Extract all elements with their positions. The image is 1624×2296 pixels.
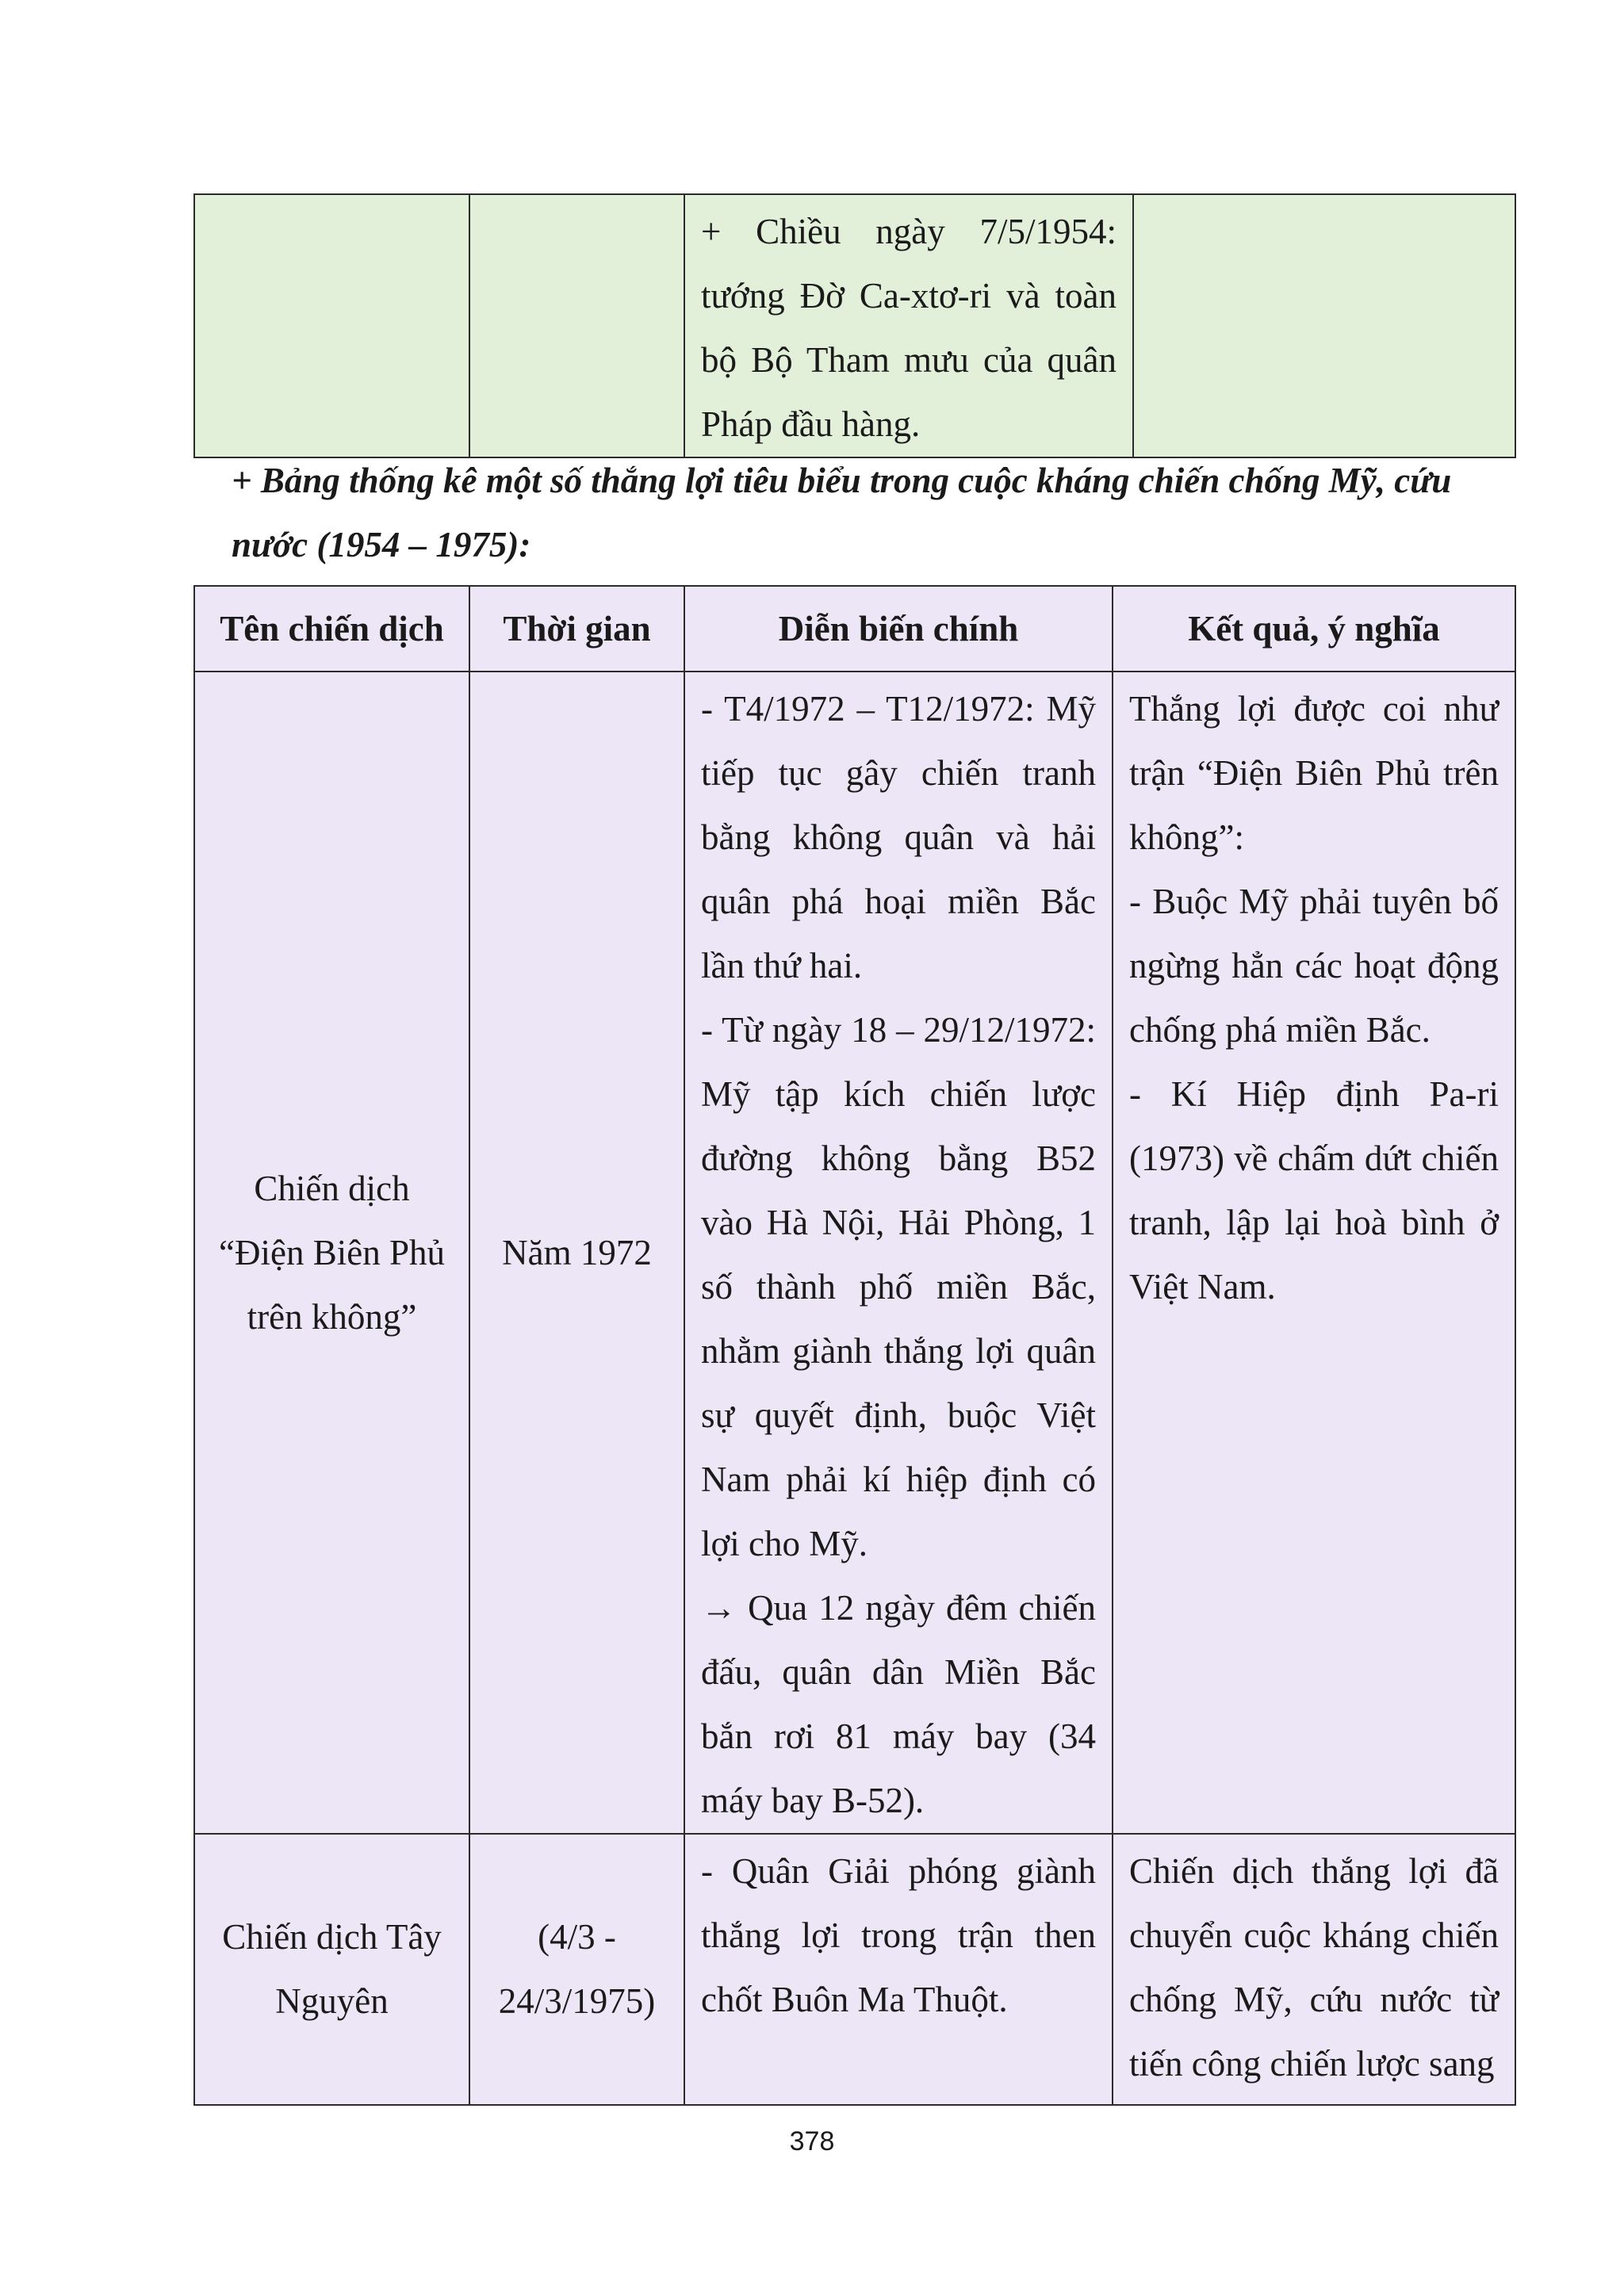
- campaign-name-cell: [194, 672, 469, 1834]
- header-cell: Tên chiến dịch: [194, 586, 469, 672]
- result-item: Thắng lợi được coi như trận “Điện Biên Phủ trên không”:: [1129, 689, 1499, 857]
- header-cell: Thời gian: [469, 586, 684, 672]
- result-item: Chiến dịch thắng lợi đã chuyển cuộc kháng chiến chống Mỹ, cứu nước từ tiến công chiến lược sang: [1129, 1851, 1499, 2084]
- empty-cell: [469, 194, 684, 457]
- table-row: [194, 1834, 1515, 2105]
- event-item: - T4/1972 – T12/1972: Mỹ tiếp tục gây chiến tranh bằng không quân và hải quân phá hoại miền Bắc lần thứ hai.: [701, 689, 1096, 985]
- event-item: - Từ ngày 18 – 29/12/1972: Mỹ tập kích chiến lược đường không bằng B52 vào Hà Nội, Hải Phòng, 1 số thành phố miền Bắc, nhằm giành thắng lợi quân sự quyết định, buộc Việt Nam phải kí hiệp định có lợi cho Mỹ.: [701, 1010, 1096, 1563]
- section-heading: + Bảng thống kê một số thắng lợi tiêu biểu trong cuộc kháng chiến chống Mỹ, cứu nước (1954 – 1975):: [232, 461, 1452, 564]
- event-item: - Quân Giải phóng giành thắng lợi trong trận then chốt Buôn Ma Thuột.: [701, 1851, 1096, 2019]
- empty-cell: [194, 194, 469, 457]
- result-item: - Kí Hiệp định Pa-ri (1973) về chấm dứt chiến tranh, lập lại hoà bình ở Việt Nam.: [1129, 1074, 1499, 1307]
- header-row: [194, 586, 1515, 672]
- continued-table: [193, 193, 1516, 458]
- header-cell: Diễn biến chính: [684, 586, 1113, 672]
- results-cell: [1113, 672, 1515, 1834]
- empty-cell: [1133, 194, 1515, 457]
- time-cell: [469, 1834, 684, 2105]
- result-item: - Buộc Mỹ phải tuyên bố ngừng hẳn các hoạt động chống phá miền Bắc.: [1129, 882, 1499, 1050]
- campaign-name-cell: [194, 1834, 469, 2105]
- victories-table: [193, 585, 1516, 2106]
- event-item: → Qua 12 ngày đêm chiến đấu, quân dân Miền Bắc bắn rơi 81 máy bay (34 máy bay B-52).: [701, 1588, 1096, 1820]
- header-cell: Kết quả, ý nghĩa: [1113, 586, 1515, 672]
- event-text: + Chiều ngày 7/5/1954: tướng Đờ Ca-xtơ-ri và toàn bộ Bộ Tham mưu của quân Pháp đầu hàng.: [701, 212, 1116, 444]
- events-cell: [684, 1834, 1113, 2105]
- results-cell: [1113, 1834, 1515, 2105]
- page-number: 378: [789, 2126, 835, 2156]
- campaign-time: Năm 1972: [502, 1232, 652, 1272]
- table-row: [194, 194, 1515, 457]
- events-cell: [684, 672, 1113, 1834]
- campaign-time: (4/3 - 24/3/1975): [498, 1917, 656, 2021]
- campaign-name: Chiến dịch Tây Nguyên: [222, 1917, 442, 2021]
- table-row: [194, 672, 1515, 1834]
- time-cell: [469, 672, 684, 1834]
- campaign-name: Chiến dịch “Điện Biên Phủ trên không”: [219, 1168, 445, 1337]
- event-cell: [684, 194, 1133, 457]
